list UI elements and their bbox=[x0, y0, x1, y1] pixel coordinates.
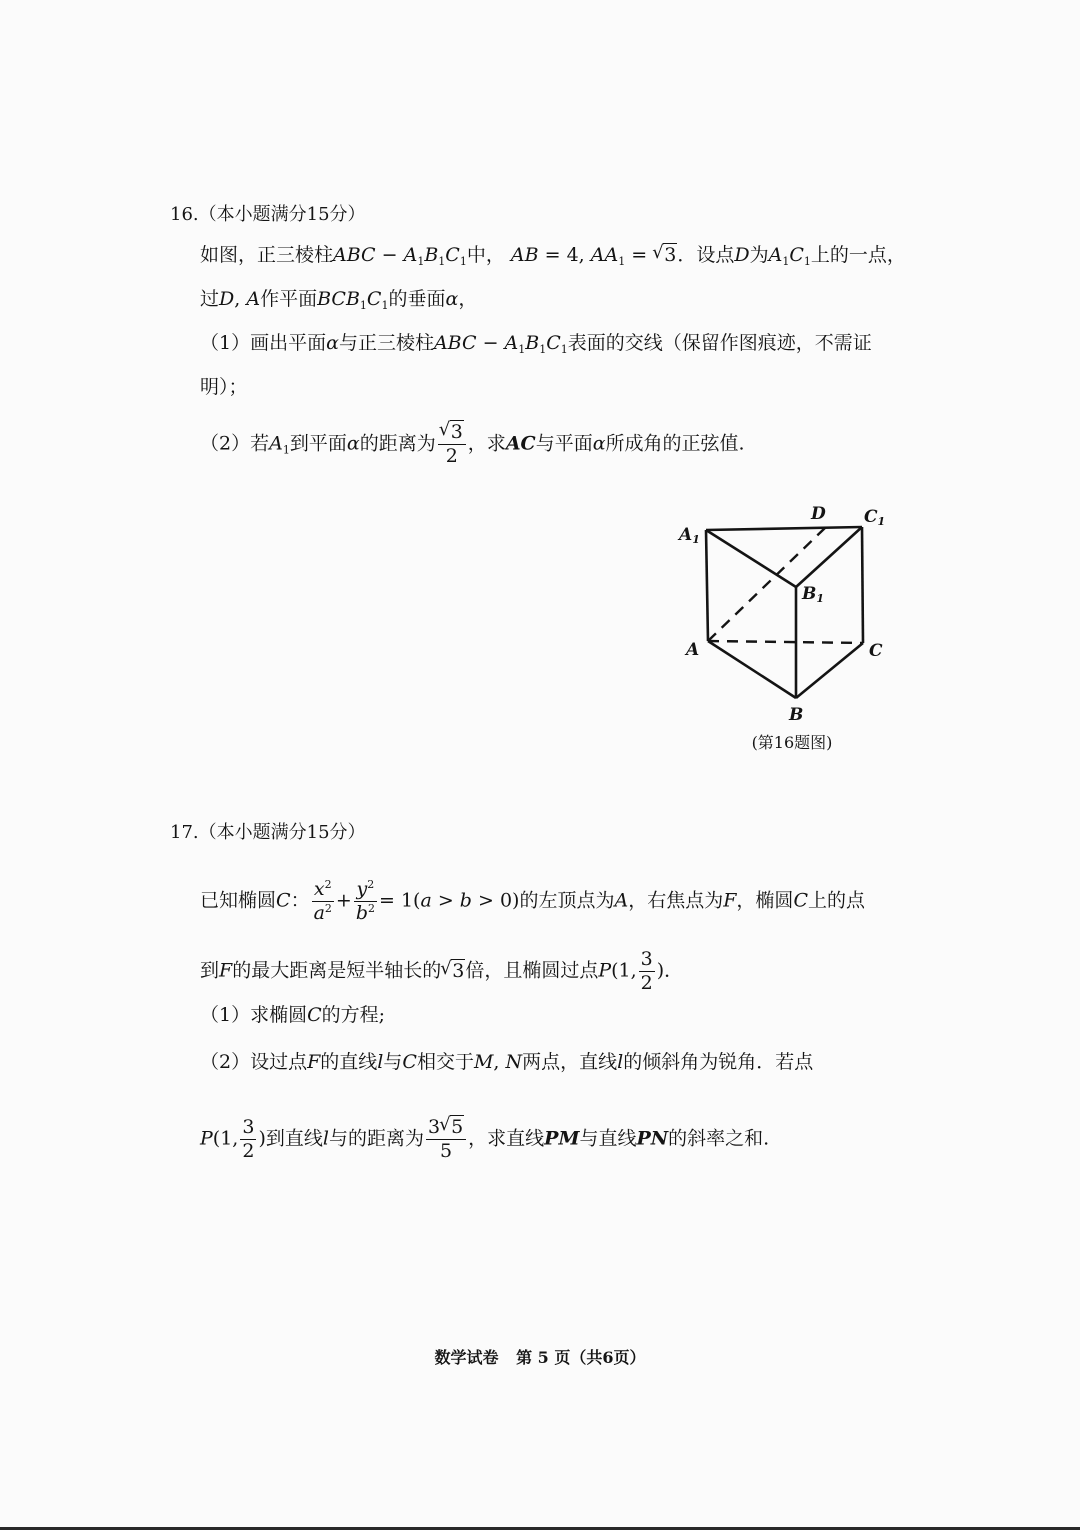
label-b1: B1 bbox=[802, 584, 825, 605]
q16-line-1: 如图，正三棱柱ABC − $A_1B_1C_1$中， AB = 4, $AA_1$ = √ 3．设点D为$A_1C_1$上的一点， bbox=[200, 240, 906, 270]
label-a1: A1 bbox=[679, 525, 700, 546]
q17-heading: 17.（本小题满分15分） bbox=[170, 822, 366, 843]
label-b: B bbox=[789, 705, 804, 725]
edge-c1-c bbox=[862, 527, 863, 643]
label-a: A bbox=[686, 640, 700, 660]
q16-line-2: 过D, A作平面$BCB_1C_1$的垂面α， bbox=[200, 288, 478, 312]
edge-a1-b1 bbox=[706, 530, 796, 587]
q17-part-1: （1）求椭圆C的方程; bbox=[200, 1004, 386, 1026]
footer-subject: 数学试卷 bbox=[434, 1348, 499, 1367]
edge-a-b bbox=[708, 641, 796, 698]
q16-heading: 16.（本小题满分15分） bbox=[170, 204, 366, 225]
q17-line-1: 已知椭圆C： $\frac{x^2}{a^2}$ + $\frac{y^2}{b^2}$ = 1(a > b > 0)的左顶点为A，右焦点为F，椭圆C上的点 bbox=[200, 878, 865, 924]
label-c: C bbox=[869, 641, 883, 661]
page-footer bbox=[0, 1345, 1080, 1368]
q16-part-1: （1）画出平面α与正三棱柱ABC − $A_1B_1C_1$表面的交线（保留作图痕迹，不需证 bbox=[200, 332, 872, 356]
q17-part-2: （2）设过点F的直线l与C相交于M, N两点，直线l的倾斜角为锐角．若点 bbox=[200, 1051, 814, 1073]
q16-part-1-cont: 明）； bbox=[200, 376, 248, 398]
edge-a-c-hidden bbox=[708, 641, 863, 643]
q17-part-2-cont: P(1, $\frac{3}{2}$ )到直线l与的距离为 $\frac{3√ 5}{5}$ ，求直线PM与直线PN的斜率之和. bbox=[200, 1118, 769, 1161]
edge-a1-c1 bbox=[706, 527, 862, 530]
q16-prism-figure bbox=[670, 495, 910, 760]
label-c1: C1 bbox=[864, 507, 886, 528]
q17-line-2: 到F的最大距离是短半轴长的√ 3倍，且椭圆过点P(1, $\frac{3}{2}$ )． bbox=[200, 950, 683, 993]
figure-caption: (第16题图) bbox=[751, 733, 833, 752]
edge-b-c bbox=[796, 643, 863, 698]
edge-a1-a bbox=[706, 530, 708, 641]
edge-b1-c1 bbox=[796, 527, 862, 587]
footer-page-number: 第 5 页（共6页） bbox=[516, 1348, 646, 1367]
q16-part-2: （2）若$A_1$到平面α的距离为 √ $\frac{3}{2}$ ，求AC与平面α所成角的正弦值. bbox=[200, 423, 745, 466]
label-d: D bbox=[811, 504, 826, 524]
